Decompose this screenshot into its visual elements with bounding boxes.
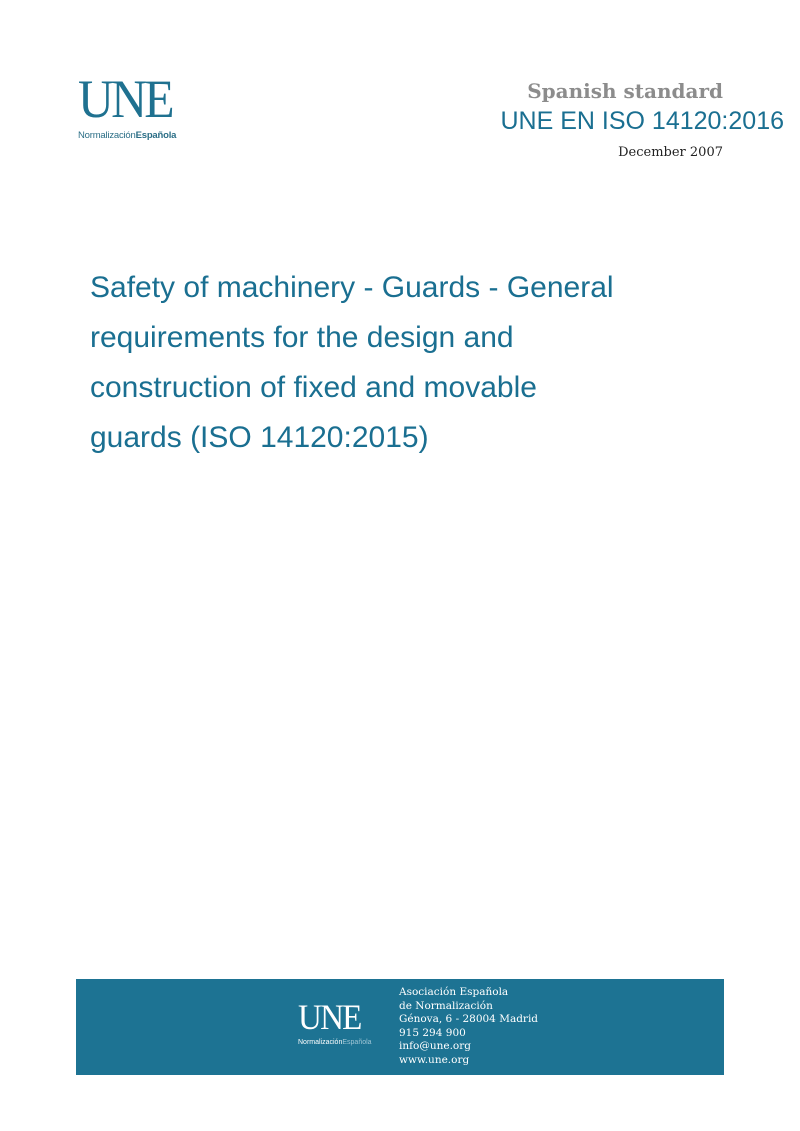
une-logo-tagline-bold: Española (135, 130, 177, 141)
org-email[interactable]: info@une.org (399, 1040, 471, 1053)
org-phone: 915 294 900 (399, 1026, 466, 1039)
document-title-line: requirements for the design and (90, 321, 514, 354)
footer-contact-info (399, 986, 538, 1068)
standard-code: UNE EN ISO 14120:2016 (500, 107, 784, 135)
org-website[interactable]: www.une.org (399, 1053, 470, 1066)
document-title-line: guards (ISO 14120:2015) (90, 421, 429, 454)
une-logo-tagline (78, 130, 218, 141)
une-logo-wordmark: UNE (78, 69, 172, 129)
standard-header (403, 78, 784, 162)
footer-logo-tagline-regular: Normalización (298, 1039, 343, 1046)
org-name-line1: Asociación Española (399, 986, 509, 998)
footer-band (76, 979, 724, 1075)
org-address: Génova, 6 - 28004 Madrid (399, 1013, 539, 1026)
footer-une-logo-tagline (298, 1039, 388, 1046)
footer-logo-tagline-light: Española (342, 1039, 372, 1046)
standard-type: Spanish standard (527, 79, 723, 103)
document-title-line: construction of fixed and movable (90, 371, 537, 404)
org-name-line2: de Normalización (399, 999, 493, 1012)
footer-une-logo-wordmark: UNE (298, 997, 361, 1037)
document-title-line: Safety of machinery - Guards - General (90, 271, 614, 304)
une-logo-tagline-regular: Normalización (78, 130, 136, 141)
standard-date: December 2007 (618, 145, 723, 160)
document-title (90, 263, 730, 463)
une-logo (78, 69, 218, 141)
footer-une-logo (298, 999, 388, 1046)
